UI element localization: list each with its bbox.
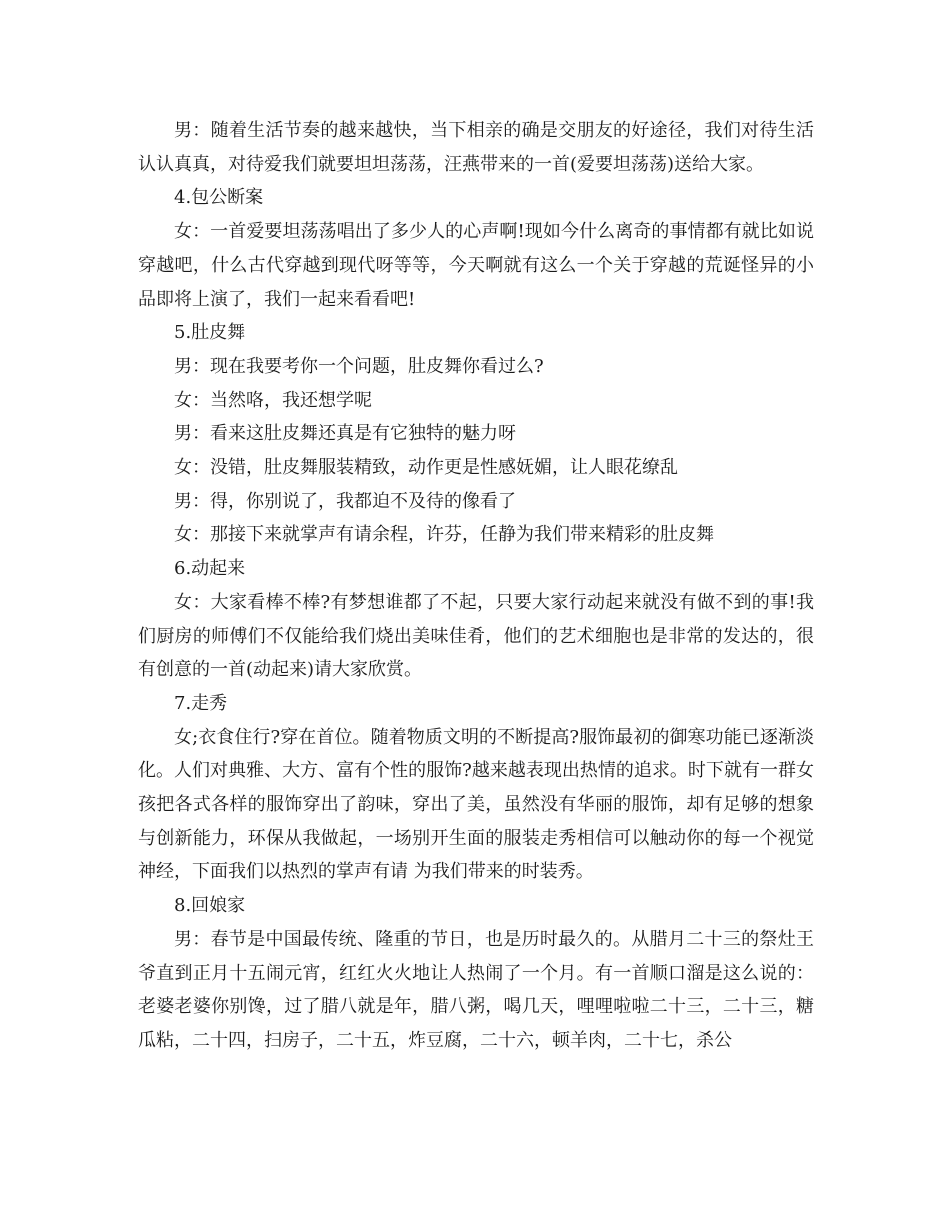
section-heading-4: 4.包公断案: [174, 187, 264, 209]
dialogue-line: 女：当然咯，我还想学呢: [174, 389, 372, 411]
section-heading-6: 6.动起来: [174, 558, 246, 580]
document-body: [138, 114, 814, 1058]
dialogue-line: 男：现在我要考你一个问题，肚皮舞你看过么?: [174, 355, 544, 377]
paragraph-male-dating-intro: 男：随着生活节奏的越来越快，当下相亲的确是交朋友的好途径，我们对待生活认认真真，对待爱我们就要坦坦荡荡，汪燕带来的一首(爱要坦荡荡)送给大家。: [138, 120, 814, 175]
section-heading-8: 8.回娘家: [174, 895, 246, 917]
section-heading-5: 5.肚皮舞: [174, 322, 246, 344]
dialogue-line: 女：那接下来就掌声有请余程，许芬，任静为我们带来精彩的肚皮舞: [174, 524, 714, 546]
dialogue-line: 男：得，你别说了，我都迫不及待的像看了: [174, 490, 516, 512]
paragraph-male-spring-festival: 男：春节是中国最传统、隆重的节日，也是历时最久的。从腊月二十三的祭灶王爷直到正月十五闹元宵，红红火火地让人热闹了一个月。有一首顺口溜是这么说的：老婆老婆你别馋，过了腊八就是年，腊八粥，喝几天，哩哩啦啦二十三，二十三，糖瓜粘，二十四，扫房子，二十五，炸豆腐，二十六，顿羊肉，二十七，杀公: [138, 928, 814, 1051]
dialogue-line: 女：没错，肚皮舞服装精致，动作更是性感妩媚，让人眼花缭乱: [174, 457, 678, 479]
paragraph-female-fashion-show: 女;衣食住行?穿在首位。随着物质文明的不断提高?服饰最初的御寒功能已逐渐淡化。人们对典雅、大方、富有个性的服饰?越来越表现出热情的追求。时下就有一群女孩把各式各样的服饰穿出了韵味，穿出了美，虽然没有华丽的服饰，却有足够的想象与创新能力，环保从我做起，一场别开生面的服装走秀相信可以触动你的每一个视觉神经，下面我们以热烈的掌声有请 为我们带来的时装秀。: [138, 726, 814, 883]
dialogue-line: 男：看来这肚皮舞还真是有它独特的魅力呀: [174, 423, 516, 445]
paragraph-female-move: 女：大家看棒不棒?有梦想谁都了不起，只要大家行动起来就没有做不到的事!我们厨房的师傅们不仅能给我们烧出美味佳肴，他们的艺术细胞也是非常的发达的，很有创意的一首(动起来)请大家欣赏。: [138, 591, 814, 681]
paragraph-female-time-travel: 女：一首爱要坦荡荡唱出了多少人的心声啊!现如今什么离奇的事情都有就比如说穿越吧，什么古代穿越到现代呀等等，今天啊就有这么一个关于穿越的荒诞怪异的小品即将上演了，我们一起来看看吧!: [138, 221, 814, 310]
section-heading-7: 7.走秀: [174, 692, 228, 714]
